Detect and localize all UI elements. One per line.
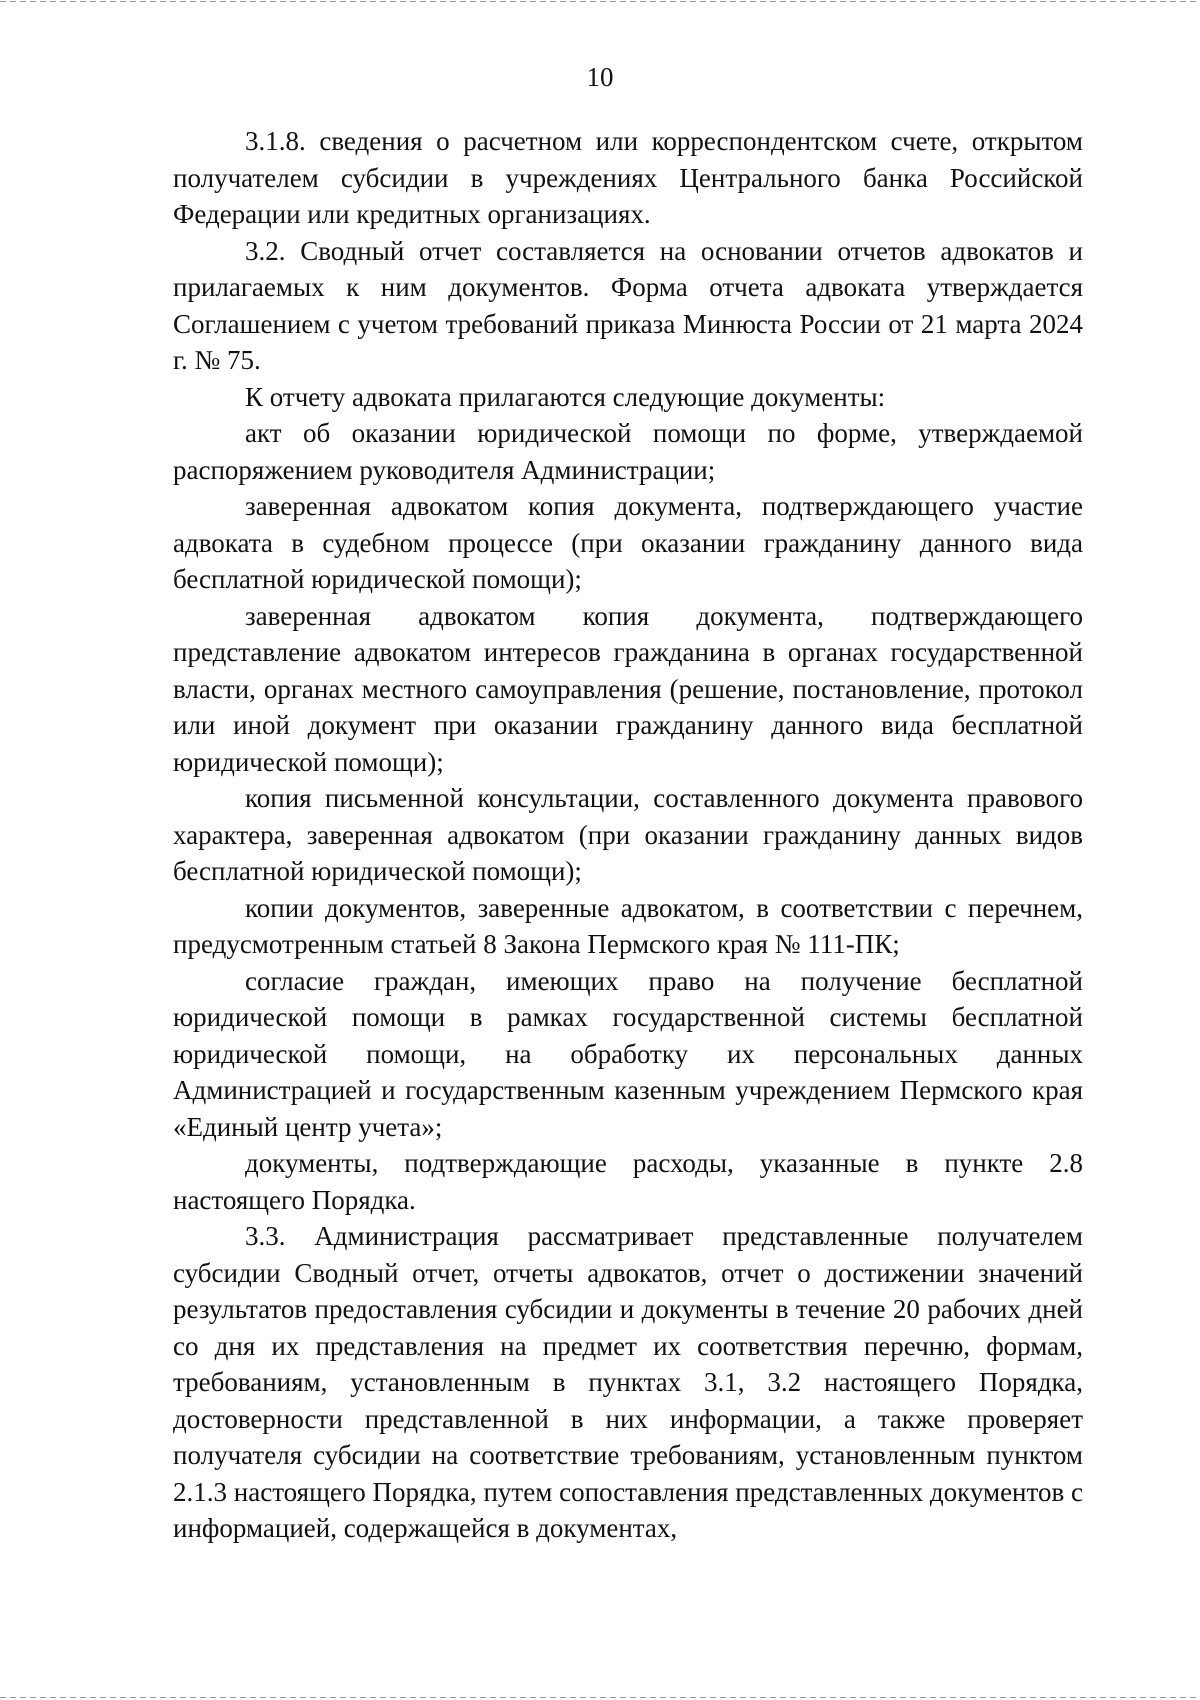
list-item-documents-copies: копии документов, заверенные адвокатом, в соответствии с перечнем, предусмотренным статьей 8 Закона Пермского края № 111-ПК; [173,892,1083,959]
top-scan-edge [0,1,1200,2]
list-item-act: акт об оказании юридической помощи по форме, утверждаемой распоряжением руководителя Администрации; [173,418,1083,485]
list-item-court-copy: заверенная адвокатом копия документа, подтверждающего участие адвоката в судебном процессе (при оказании гражданину данного вида бесплатной юридической помощи); [173,491,1083,594]
bottom-scan-edge [0,1697,1200,1698]
page-number: 10 [586,62,614,92]
paragraph-3-1-8: 3.1.8. сведения о расчетном или корреспондентском счете, открытом получателем субсидии в учреждениях Центрального банка Российской Федерации или кредитных организациях. [173,126,1083,229]
paragraph-3-3: 3.3. Администрация рассматривает представленные получателем субсидии Сводный отчет, отчеты адвокатов, отчет о достижении значений результатов предоставления субсидии и документы в течение 20 рабочих дней со дня их представления на предмет их соответствия перечню, формам, требованиям, установленным в пунктах 3.1, 3.2 настоящего Порядка, достоверности представленной в них информации, а также проверяет получателя субсидии на соответствие требованиям, установленным пунктом 2.1.3 настоящего Порядка, путем сопоставления представленных документов с информацией, содержащейся в документах, [173,1221,1083,1543]
paragraph-attachments-intro: К отчету адвоката прилагаются следующие документы: [245,381,886,412]
list-item-expenses: документы, подтверждающие расходы, указанные в пункте 2.8 настоящего Порядка. [173,1148,1083,1215]
list-item-consent: согласие граждан, имеющих право на получение бесплатной юридической помощи в рамках государственной системы бесплатной юридической помощи, на обработку их персональных данных Администрацией и государственным казенным учреждением Пермского края «Единый центр учета»; [173,965,1083,1142]
document-body [173,123,1083,1547]
list-item-representation-copy: заверенная адвокатом копия документа, подтверждающего представление адвокатом интересов гражданина в органах государственной власти, органах местного самоуправления (решение, постановление, протокол или иной документ при оказании гражданину данного вида бесплатной юридической помощи); [173,600,1083,777]
paragraph-3-2: 3.2. Сводный отчет составляется на основании отчетов адвокатов и прилагаемых к ним документов. Форма отчета адвоката утверждается Соглашением с учетом требований приказа Минюста России от 21 марта 2024 г. № 75. [173,235,1083,375]
list-item-consultation-copy: копия письменной консультации, составленного документа правового характера, заверенная адвокатом (при оказании гражданину данных видов бесплатной юридической помощи); [173,783,1083,886]
